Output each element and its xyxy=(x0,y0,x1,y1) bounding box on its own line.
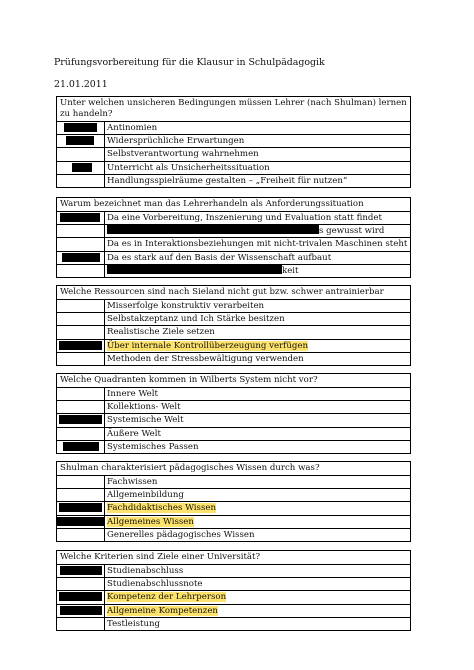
redaction-mark xyxy=(60,606,102,615)
answer-marker-cell xyxy=(57,401,105,413)
answer-marker-cell xyxy=(57,300,105,312)
question-block-3 xyxy=(56,285,411,366)
answer-marker-cell xyxy=(57,340,105,352)
answer-marker-cell xyxy=(57,122,105,134)
answer-row xyxy=(57,313,410,326)
redaction-mark xyxy=(57,517,104,526)
answer-row xyxy=(57,148,410,161)
answer-text: Antinomien xyxy=(107,123,158,133)
answer-text: Fachwissen xyxy=(107,477,158,487)
document-title: Prüfungsvorbereitung für die Klausur in Schulpädagogik xyxy=(54,57,325,68)
answer-text: Da es in Interaktionsbeziehungen mit nicht-trivalen Maschinen steht xyxy=(107,239,408,250)
document-date: 21.01.2011 xyxy=(54,79,108,90)
highlighted-answer: Kompetenz der Lehrperson xyxy=(107,592,227,603)
question-block-6 xyxy=(56,550,411,631)
question-text: Shulman charakterisiert pädagogisches Wissen durch was? xyxy=(57,462,410,476)
answer-marker-cell xyxy=(57,238,105,250)
answer-row xyxy=(57,353,410,365)
answer-marker-cell xyxy=(57,388,105,400)
answer-row xyxy=(57,225,410,238)
question-block-1 xyxy=(56,96,411,188)
question-block-4 xyxy=(56,373,411,454)
answer-marker-cell xyxy=(57,313,105,325)
question-text: Warum bezeichnet man das Lehrerhandeln als Anforderungssituation xyxy=(57,198,410,212)
answer-marker-cell xyxy=(57,414,105,426)
redaction-mark xyxy=(60,566,102,575)
answer-fragment: s gewusst wird xyxy=(319,226,385,237)
answer-marker-cell xyxy=(57,591,105,603)
answer-marker-cell xyxy=(57,605,105,617)
redaction-mark xyxy=(107,225,319,234)
question-text: Welche Quadranten kommen in Wilberts System nicht vor? xyxy=(57,374,410,388)
answer-row xyxy=(57,516,410,529)
highlighted-answer: Fachdidaktisches Wissen xyxy=(107,503,216,514)
answer-text: Generelles pädagogisches Wissen xyxy=(107,529,255,540)
answer-marker-cell xyxy=(57,175,105,187)
answer-row xyxy=(57,252,410,265)
redaction-mark xyxy=(62,253,100,262)
answer-marker-cell xyxy=(57,353,105,365)
answer-text: Innere Welt xyxy=(107,389,158,399)
answer-text: Methoden der Stressbewältigung verwenden xyxy=(107,353,304,364)
answer-text: Da eine Vorbereitung, Inszenierung und Evaluation statt findet xyxy=(107,213,382,223)
redaction-mark xyxy=(59,415,102,424)
answer-row xyxy=(57,414,410,427)
answer-marker-cell xyxy=(57,252,105,264)
answer-text: Selbstakzeptanz und Ich Stärke besitzen xyxy=(107,314,285,325)
answer-text: Selbstverantwortung wahrnehmen xyxy=(107,149,259,160)
answer-text: Studienabschluss xyxy=(107,566,184,576)
answer-text: Allgemeinbildung xyxy=(107,490,184,501)
answer-text: Da es stark auf den Basis der Wissenschaft aufbaut xyxy=(107,252,332,263)
answer-row xyxy=(57,162,410,175)
answer-row xyxy=(57,326,410,339)
answer-row xyxy=(57,175,410,187)
answer-row xyxy=(57,212,410,225)
answer-fragment: keit xyxy=(282,265,299,276)
answer-row xyxy=(57,618,410,630)
answer-marker-cell xyxy=(57,618,105,630)
redaction-mark xyxy=(63,442,99,451)
answer-marker-cell xyxy=(57,135,105,147)
answer-row xyxy=(57,300,410,313)
answer-row xyxy=(57,591,410,604)
redaction-mark xyxy=(66,136,94,145)
answer-row xyxy=(57,605,410,618)
answer-marker-cell xyxy=(57,476,105,488)
answer-marker-cell xyxy=(57,212,105,224)
question-text: Welche Kriterien sind Ziele einer Universität? xyxy=(57,551,410,565)
answer-row xyxy=(57,135,410,148)
answer-text xyxy=(105,225,410,237)
answer-text: Realistische Ziele setzen xyxy=(107,327,215,338)
answer-marker-cell xyxy=(57,489,105,501)
question-block-5 xyxy=(56,461,411,542)
redaction-mark xyxy=(64,123,97,132)
highlighted-answer: Allgemeines Wissen xyxy=(107,516,194,527)
question-block-2 xyxy=(56,197,411,278)
redaction-mark xyxy=(107,265,282,274)
highlighted-answer: Allgemeine Kompetenzen xyxy=(107,605,218,616)
answer-row xyxy=(57,265,410,277)
answer-text: Handlungsspielräume gestalten – „Freiheit für nutzen“ xyxy=(107,175,348,186)
answer-marker-cell xyxy=(57,516,105,528)
answer-text xyxy=(105,591,410,603)
answer-row xyxy=(57,122,410,135)
answer-row xyxy=(57,340,410,353)
answer-row xyxy=(57,529,410,541)
redaction-mark xyxy=(59,592,102,601)
answer-row xyxy=(57,388,410,401)
answer-marker-cell xyxy=(57,148,105,160)
answer-row xyxy=(57,565,410,578)
answer-marker-cell xyxy=(57,565,105,577)
answer-text: Äußere Welt xyxy=(107,428,161,439)
answer-text: Unterricht als Unsicherheitssituation xyxy=(107,162,270,173)
answer-text: Widersprüchliche Erwartungen xyxy=(107,136,245,147)
answer-marker-cell xyxy=(57,502,105,514)
answer-row xyxy=(57,489,410,502)
answer-row xyxy=(57,578,410,591)
answer-row xyxy=(57,502,410,515)
answer-text xyxy=(105,265,410,277)
answer-marker-cell xyxy=(57,225,105,237)
question-text: Welche Ressourcen sind nach Sieland nicht gut bzw. schwer antrainierbar xyxy=(57,286,410,300)
answer-text xyxy=(105,340,410,352)
answer-text: Testleistung xyxy=(107,618,161,629)
answer-text xyxy=(105,502,410,514)
answer-row xyxy=(57,238,410,251)
answer-marker-cell xyxy=(57,162,105,174)
answer-text xyxy=(105,516,410,528)
answer-marker-cell xyxy=(57,441,105,453)
question-text: Unter welchen unsicheren Bedingungen müssen Lehrer (nach Shulman) lernen zu handeln? xyxy=(57,97,410,122)
answer-text: Misserfolge konstruktiv verarbeiten xyxy=(107,301,265,311)
answer-marker-cell xyxy=(57,326,105,338)
redaction-mark xyxy=(59,503,102,512)
answer-marker-cell xyxy=(57,428,105,440)
answer-text: Systemische Welt xyxy=(107,415,184,426)
answer-marker-cell xyxy=(57,265,105,277)
answer-row xyxy=(57,441,410,453)
answer-row xyxy=(57,476,410,489)
redaction-mark xyxy=(59,341,102,350)
redaction-mark xyxy=(60,213,100,222)
answer-marker-cell xyxy=(57,529,105,541)
answer-text xyxy=(105,605,410,617)
answer-marker-cell xyxy=(57,578,105,590)
highlighted-answer: Über internale Kontrollüberzeugung verfügen xyxy=(107,340,309,351)
redaction-mark xyxy=(72,163,92,172)
answer-text: Studienabschlussnote xyxy=(107,579,203,590)
answer-text: Systemisches Passen xyxy=(107,441,199,452)
answer-row xyxy=(57,401,410,414)
answer-row xyxy=(57,428,410,441)
answer-text: Kollektions- Welt xyxy=(107,402,181,413)
